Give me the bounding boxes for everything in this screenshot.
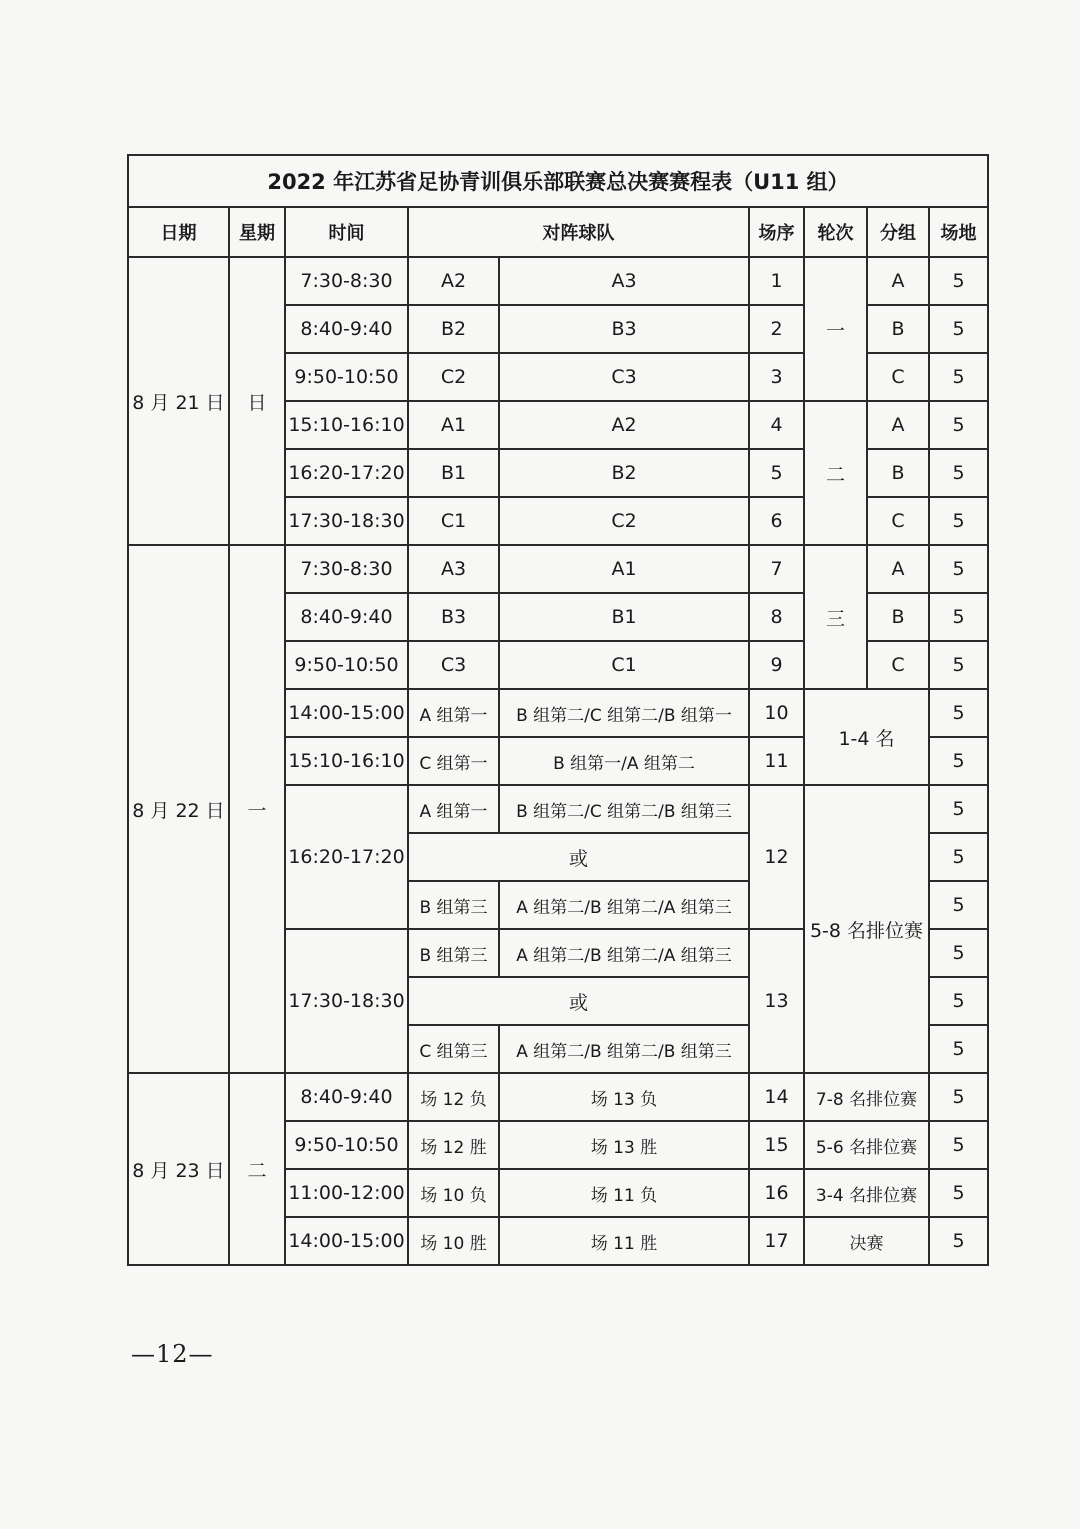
round-cell: 7-8 名排位赛 bbox=[804, 1073, 929, 1121]
time-cell: 14:00-15:00 bbox=[285, 689, 408, 737]
time-cell: 9:50-10:50 bbox=[285, 353, 408, 401]
time-cell: 8:40-9:40 bbox=[285, 1073, 408, 1121]
time-cell: 7:30-8:30 bbox=[285, 257, 408, 305]
time-cell: 17:30-18:30 bbox=[285, 497, 408, 545]
venue-cell: 5 bbox=[929, 305, 988, 353]
team-a-cell: B1 bbox=[408, 449, 499, 497]
table-row bbox=[128, 1073, 988, 1121]
header-row bbox=[128, 207, 988, 257]
team-b-cell: A 组第二/B 组第二/A 组第三 bbox=[499, 929, 749, 977]
or-cell: 或 bbox=[408, 833, 749, 881]
header-group: 分组 bbox=[867, 207, 929, 257]
round-cell: 5-8 名排位赛 bbox=[804, 785, 929, 1073]
match-no-cell: 3 bbox=[749, 353, 804, 401]
team-a-cell: B 组第三 bbox=[408, 929, 499, 977]
time-cell: 16:20-17:20 bbox=[285, 785, 408, 929]
time-cell: 14:00-15:00 bbox=[285, 1217, 408, 1265]
match-no-cell: 7 bbox=[749, 545, 804, 593]
time-cell: 8:40-9:40 bbox=[285, 593, 408, 641]
date-cell: 8 月 21 日 bbox=[128, 257, 229, 545]
team-a-cell: B 组第三 bbox=[408, 881, 499, 929]
venue-cell: 5 bbox=[929, 929, 988, 977]
team-b-cell: A 组第二/B 组第二/B 组第三 bbox=[499, 1025, 749, 1073]
team-a-cell: C2 bbox=[408, 353, 499, 401]
team-b-cell: 场 13 负 bbox=[499, 1073, 749, 1121]
table-row bbox=[128, 545, 988, 593]
venue-cell: 5 bbox=[929, 977, 988, 1025]
schedule-sheet bbox=[127, 154, 987, 1266]
team-b-cell: C2 bbox=[499, 497, 749, 545]
team-b-cell: C3 bbox=[499, 353, 749, 401]
team-a-cell: C3 bbox=[408, 641, 499, 689]
header-venue: 场地 bbox=[929, 207, 988, 257]
team-a-cell: 场 10 负 bbox=[408, 1169, 499, 1217]
schedule-table bbox=[127, 154, 989, 1266]
round-cell: 二 bbox=[804, 401, 867, 545]
time-cell: 7:30-8:30 bbox=[285, 545, 408, 593]
team-a-cell: A3 bbox=[408, 545, 499, 593]
match-no-cell: 4 bbox=[749, 401, 804, 449]
match-no-cell: 11 bbox=[749, 737, 804, 785]
page-number: —12— bbox=[131, 1340, 214, 1368]
time-cell: 17:30-18:30 bbox=[285, 929, 408, 1073]
team-b-cell: B 组第一/A 组第二 bbox=[499, 737, 749, 785]
match-no-cell: 5 bbox=[749, 449, 804, 497]
team-a-cell: 场 12 负 bbox=[408, 1073, 499, 1121]
weekday-cell: 一 bbox=[229, 545, 285, 1073]
header-round: 轮次 bbox=[804, 207, 867, 257]
time-cell: 11:00-12:00 bbox=[285, 1169, 408, 1217]
or-cell: 或 bbox=[408, 977, 749, 1025]
team-a-cell: C1 bbox=[408, 497, 499, 545]
time-cell: 15:10-16:10 bbox=[285, 401, 408, 449]
group-cell: A bbox=[867, 401, 929, 449]
team-b-cell: C1 bbox=[499, 641, 749, 689]
table-title: 2022 年江苏省足协青训俱乐部联赛总决赛赛程表（U11 组） bbox=[128, 155, 988, 207]
round-cell: 5-6 名排位赛 bbox=[804, 1121, 929, 1169]
team-a-cell: A 组第一 bbox=[408, 689, 499, 737]
match-no-cell: 8 bbox=[749, 593, 804, 641]
round-cell: 1-4 名 bbox=[804, 689, 929, 785]
team-a-cell: A2 bbox=[408, 257, 499, 305]
team-a-cell: C 组第三 bbox=[408, 1025, 499, 1073]
group-cell: B bbox=[867, 593, 929, 641]
venue-cell: 5 bbox=[929, 1169, 988, 1217]
round-cell: 3-4 名排位赛 bbox=[804, 1169, 929, 1217]
match-no-cell: 12 bbox=[749, 785, 804, 929]
team-b-cell: A 组第二/B 组第二/A 组第三 bbox=[499, 881, 749, 929]
match-no-cell: 10 bbox=[749, 689, 804, 737]
venue-cell: 5 bbox=[929, 1073, 988, 1121]
group-cell: A bbox=[867, 257, 929, 305]
round-cell: 决赛 bbox=[804, 1217, 929, 1265]
venue-cell: 5 bbox=[929, 257, 988, 305]
group-cell: A bbox=[867, 545, 929, 593]
team-a-cell: B2 bbox=[408, 305, 499, 353]
team-b-cell: A1 bbox=[499, 545, 749, 593]
team-b-cell: B3 bbox=[499, 305, 749, 353]
weekday-cell: 二 bbox=[229, 1073, 285, 1265]
venue-cell: 5 bbox=[929, 641, 988, 689]
team-b-cell: 场 13 胜 bbox=[499, 1121, 749, 1169]
date-cell: 8 月 22 日 bbox=[128, 545, 229, 1073]
venue-cell: 5 bbox=[929, 833, 988, 881]
header-weekday: 星期 bbox=[229, 207, 285, 257]
team-a-cell: C 组第一 bbox=[408, 737, 499, 785]
team-b-cell: B 组第二/C 组第二/B 组第三 bbox=[499, 785, 749, 833]
team-a-cell: 场 10 胜 bbox=[408, 1217, 499, 1265]
team-a-cell: A1 bbox=[408, 401, 499, 449]
match-no-cell: 6 bbox=[749, 497, 804, 545]
team-b-cell: 场 11 负 bbox=[499, 1169, 749, 1217]
venue-cell: 5 bbox=[929, 401, 988, 449]
group-cell: B bbox=[867, 449, 929, 497]
time-cell: 9:50-10:50 bbox=[285, 641, 408, 689]
round-cell: 三 bbox=[804, 545, 867, 689]
venue-cell: 5 bbox=[929, 785, 988, 833]
team-b-cell: B1 bbox=[499, 593, 749, 641]
team-b-cell: B 组第二/C 组第二/B 组第一 bbox=[499, 689, 749, 737]
venue-cell: 5 bbox=[929, 1121, 988, 1169]
group-cell: C bbox=[867, 497, 929, 545]
match-no-cell: 15 bbox=[749, 1121, 804, 1169]
group-cell: C bbox=[867, 641, 929, 689]
header-date: 日期 bbox=[128, 207, 229, 257]
time-cell: 8:40-9:40 bbox=[285, 305, 408, 353]
match-no-cell: 17 bbox=[749, 1217, 804, 1265]
venue-cell: 5 bbox=[929, 449, 988, 497]
header-match-no: 场序 bbox=[749, 207, 804, 257]
team-b-cell: B2 bbox=[499, 449, 749, 497]
venue-cell: 5 bbox=[929, 497, 988, 545]
header-teams: 对阵球队 bbox=[408, 207, 749, 257]
venue-cell: 5 bbox=[929, 689, 988, 737]
weekday-cell: 日 bbox=[229, 257, 285, 545]
team-b-cell: A3 bbox=[499, 257, 749, 305]
venue-cell: 5 bbox=[929, 881, 988, 929]
match-no-cell: 16 bbox=[749, 1169, 804, 1217]
time-cell: 9:50-10:50 bbox=[285, 1121, 408, 1169]
venue-cell: 5 bbox=[929, 593, 988, 641]
team-a-cell: 场 12 胜 bbox=[408, 1121, 499, 1169]
time-cell: 15:10-16:10 bbox=[285, 737, 408, 785]
time-cell: 16:20-17:20 bbox=[285, 449, 408, 497]
match-no-cell: 2 bbox=[749, 305, 804, 353]
match-no-cell: 1 bbox=[749, 257, 804, 305]
group-cell: B bbox=[867, 305, 929, 353]
team-a-cell: A 组第一 bbox=[408, 785, 499, 833]
header-time: 时间 bbox=[285, 207, 408, 257]
venue-cell: 5 bbox=[929, 1217, 988, 1265]
venue-cell: 5 bbox=[929, 353, 988, 401]
team-a-cell: B3 bbox=[408, 593, 499, 641]
table-row bbox=[128, 257, 988, 305]
match-no-cell: 13 bbox=[749, 929, 804, 1073]
venue-cell: 5 bbox=[929, 545, 988, 593]
venue-cell: 5 bbox=[929, 1025, 988, 1073]
date-cell: 8 月 23 日 bbox=[128, 1073, 229, 1265]
venue-cell: 5 bbox=[929, 737, 988, 785]
team-b-cell: 场 11 胜 bbox=[499, 1217, 749, 1265]
round-cell: 一 bbox=[804, 257, 867, 401]
match-no-cell: 9 bbox=[749, 641, 804, 689]
team-b-cell: A2 bbox=[499, 401, 749, 449]
match-no-cell: 14 bbox=[749, 1073, 804, 1121]
group-cell: C bbox=[867, 353, 929, 401]
